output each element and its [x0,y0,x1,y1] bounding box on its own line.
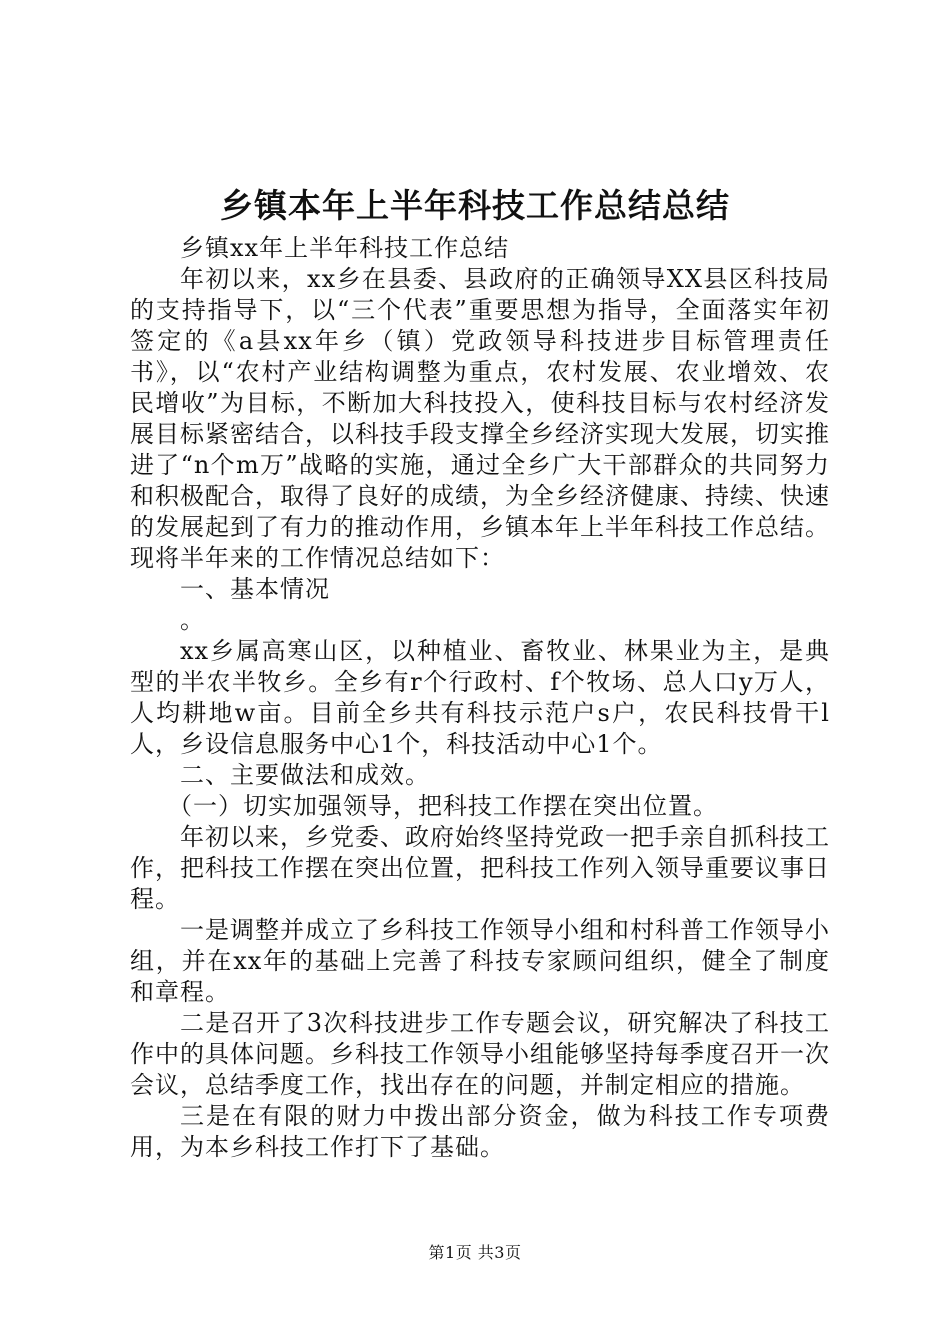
document-body [130,233,830,1163]
section-heading-basic-situation: 一、基本情况 [180,575,330,603]
paragraph-period: 。 [180,606,205,634]
paragraph-intro: 年初以来，xx乡在县委、县政府的正确领导XX县区科技局的支持指导下，以“三个代表”重要思想为指导，全面落实年初签定的《a县xx年乡（镇）党政领导科技进步目标管理责任书》，以“农村产业结构调整为重点，农村发展、农业增效、农民增收”为目标，不断加大科技投入，使科技目标与农村经济发展目标紧密结合，以科技手段支撑全乡经济实现大发展，切实推进了“n个m万”战略的实施，通过全乡广大干部群众的共同努力和积极配合，取得了良好的成绩，为全乡经济健康、持续、快速的发展起到了有力的推动作用，乡镇本年上半年科技工作总结。现将半年来的工作情况总结如下： [130,265,830,572]
paragraph-point-one: 一是调整并成立了乡科技工作领导小组和村科普工作领导小组，并在xx年的基础上完善了科技专家顾问组织，健全了制度和章程。 [130,916,830,1006]
paragraph-leadership: 年初以来，乡党委、政府始终坚持党政一把手亲自抓科技工作，把科技工作摆在突出位置，把科技工作列入领导重要议事日程。 [130,823,830,913]
paragraph-point-three: 三是在有限的财力中拨出部分资金，做为科技工作专项费用，为本乡科技工作打下了基础。 [130,1102,830,1161]
section-heading-main-practices: 二、主要做法和成效。 [180,761,430,789]
paragraph-basic-situation: xx乡属高寒山区，以种植业、畜牧业、林果业为主，是典型的半农半牧乡。全乡有r个行政村、f个牧场、总人口y万人，人均耕地w亩。目前全乡共有科技示范户s户，农民科技骨干l人，乡设信息服务中心1个，科技活动中心1个。 [130,637,830,758]
document-title: 乡镇本年上半年科技工作总结总结 [220,186,730,225]
paragraph-doc-subtitle: 乡镇xx年上半年科技工作总结 [180,234,510,262]
page-footer: 第1页 共3页 [428,1243,522,1262]
paragraph-point-two: 二是召开了3次科技进步工作专题会议，研究解决了科技工作中的具体问题。乡科技工作领导小组能够坚持每季度召开一次会议，总结季度工作，找出存在的问题，并制定相应的措施。 [130,1009,830,1099]
subsection-heading-leadership: （一）切实加强领导，把科技工作摆在突出位置。 [168,792,718,820]
